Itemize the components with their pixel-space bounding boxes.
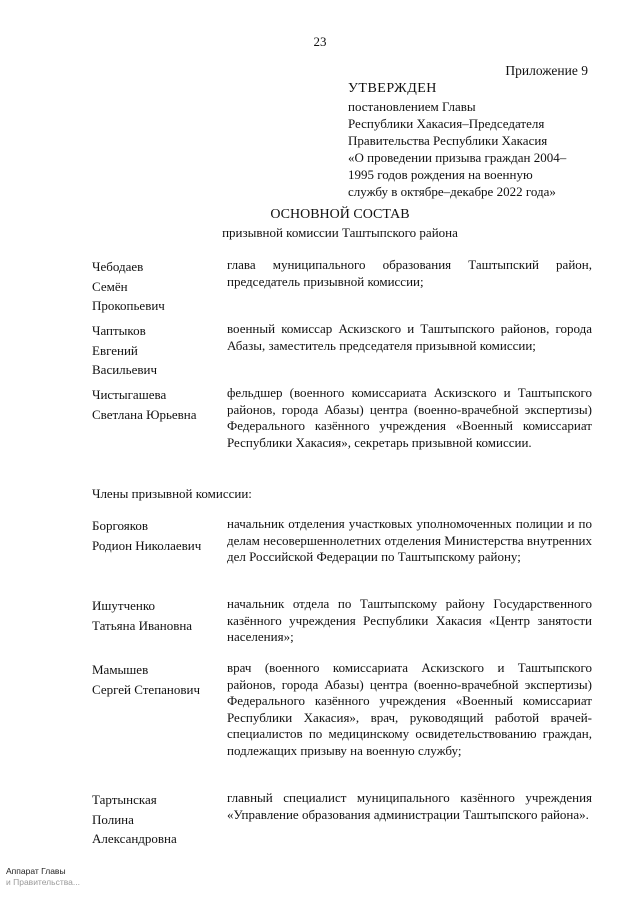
person-name: [92, 596, 220, 635]
person-patronymic: Александровна: [92, 831, 177, 846]
approval-line: Республики Хакасия–Председателя: [348, 116, 545, 131]
person-patronymic: Васильевич: [92, 362, 157, 377]
document-title: [0, 206, 640, 242]
person-first-name: Полина: [92, 811, 134, 827]
approval-line: службу в октябре–декабре 2022 года»: [348, 184, 556, 199]
person-name: [92, 321, 220, 380]
person-role: начальник отделения участковых уполномоченных полиции и по делам несовершеннолетних отделения Министерства внутренних дел Российской Федерации по Таштыпскому району;: [227, 516, 592, 564]
person-full-name: Светлана Юрьевна: [92, 406, 197, 422]
stamp-line: и Правительства...: [6, 877, 80, 887]
person-surname: Боргояков: [92, 518, 148, 533]
person-surname: Чаптыков: [92, 323, 146, 338]
person-surname: Тартынская: [92, 792, 157, 807]
person-full-name: Татьяна Ивановна: [92, 617, 193, 633]
person-name: [92, 660, 220, 699]
approval-heading: УТВЕРЖДЕН: [348, 81, 437, 96]
title-main: ОСНОВНОЙ СОСТАВ: [270, 207, 410, 222]
person-role: врач (военного комиссариата Аскизского и Таштыпского районов, города Абазы) центра (военно-врачебной экспертизы) Федерального казённого учреждения «Военный комиссариат Республики Хакасия», врач, руководящий работой врачей-специалистов по медицинскому освидетельствованию граждан, подлежащих призыву на военную службу;: [227, 660, 592, 758]
person-patronymic: Прокопьевич: [92, 298, 165, 313]
approval-block: [348, 80, 598, 200]
person-name: [92, 257, 220, 316]
person-full-name: Сергей Степанович: [92, 681, 201, 697]
person-role: фельдшер (военного комиссариата Аскизского и Таштыпского районов, города Абазы) центра (военно-врачебной экспертизы) Федерального казённого учреждения «Военный комиссариат Республики Хакасия», секретарь призывной комиссии.: [227, 385, 592, 450]
appendix-label: Приложение 9: [505, 63, 588, 78]
approval-line: Правительства Республики Хакасия: [348, 133, 548, 148]
members-heading: Члены призывной комиссии:: [92, 486, 252, 501]
person-first-name: Евгений: [92, 342, 138, 358]
approval-line: «О проведении призыва граждан 2004–: [348, 150, 567, 165]
person-full-name: Родион Николаевич: [92, 537, 202, 553]
approval-line: 1995 годов рождения на военную: [348, 167, 533, 182]
approval-line: постановлением Главы: [348, 99, 476, 114]
person-name: [92, 385, 220, 424]
person-name: [92, 790, 220, 849]
person-first-name: Семён: [92, 278, 128, 294]
page-number: 23: [313, 34, 327, 49]
title-sub: призывной комиссии Таштыпского района: [222, 225, 458, 240]
person-surname: Чебодаев: [92, 259, 144, 274]
person-surname: Ишутченко: [92, 598, 156, 613]
person-role: военный комиссар Аскизского и Таштыпского районов, города Абазы, заместитель председателя призывной комиссии;: [227, 321, 592, 353]
person-name: [92, 516, 220, 555]
person-surname: Мамышев: [92, 662, 149, 677]
person-role: глава муниципального образования Таштыпский район, председатель призывной комиссии;: [227, 257, 592, 289]
person-surname: Чистыгашева: [92, 387, 167, 402]
person-role: главный специалист муниципального казённого учреждения «Управление образования администрации Таштыпского района».: [227, 790, 592, 822]
person-role: начальник отдела по Таштыпскому району Государственного казённого учреждения Республики Хакасия «Центр занятости населения»;: [227, 596, 592, 644]
stamp-line: Аппарат Главы: [6, 866, 66, 876]
office-stamp: [6, 866, 80, 888]
